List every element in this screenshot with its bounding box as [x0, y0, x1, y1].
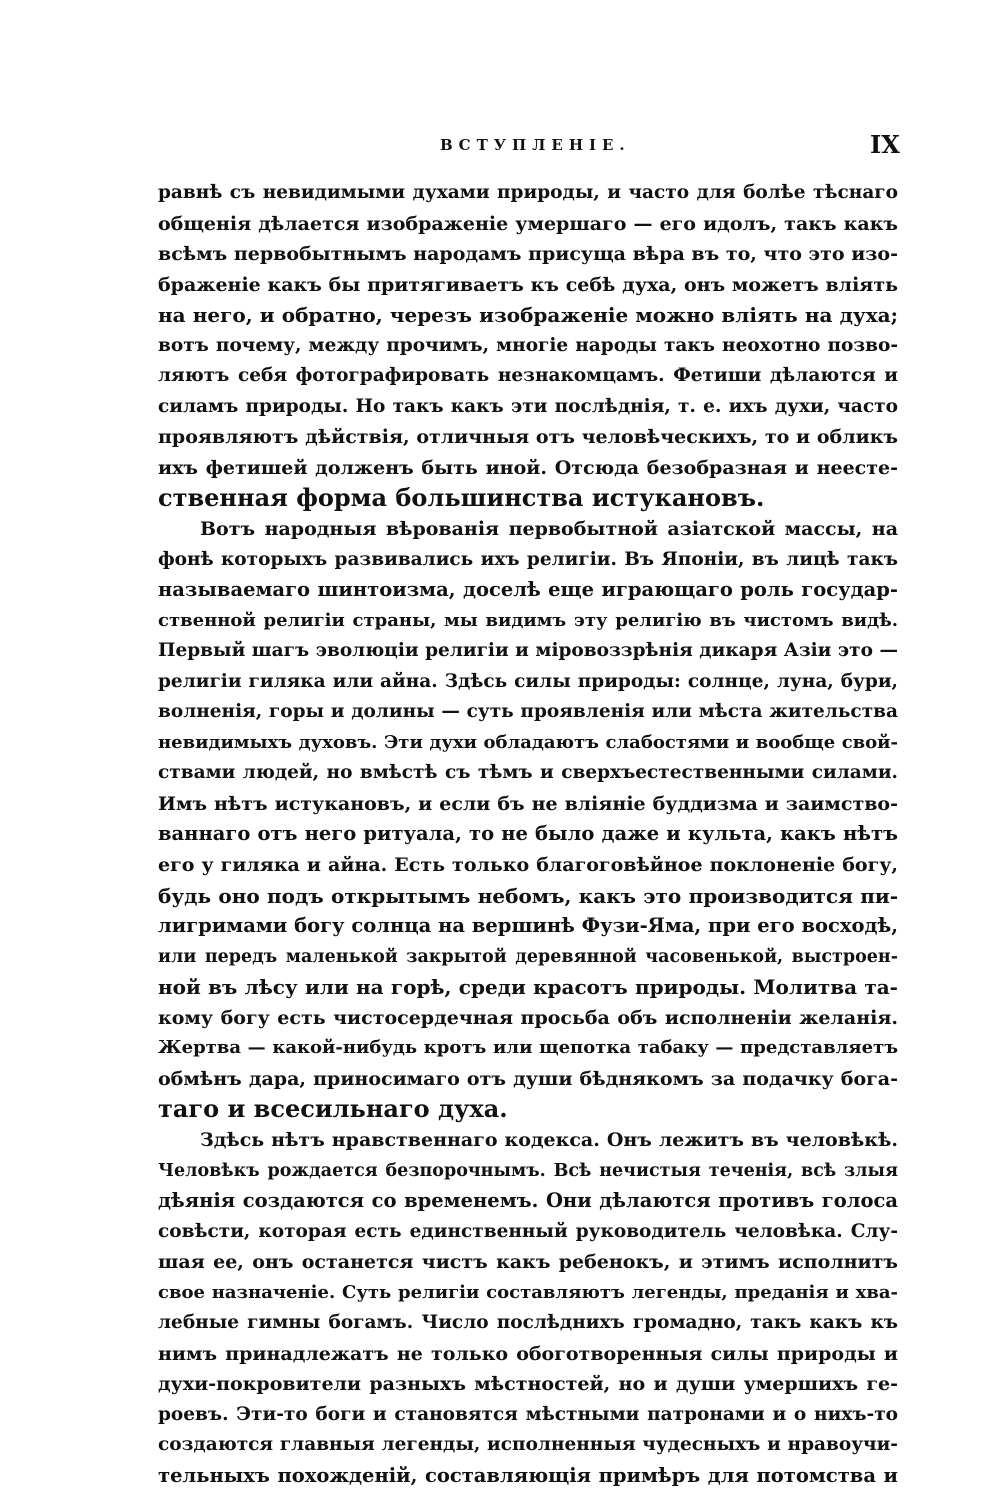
- body-text: [158, 178, 898, 1492]
- text-line: ляютъ себя фотографировать незнакомцамъ. Фетиши дѣлаются и: [158, 365, 898, 387]
- text-line: кому богу есть чистосердечная просьба объ исполненіи желанія.: [158, 1006, 898, 1029]
- text-line: обмѣнъ дара, приносимаго отъ души бѣднякомъ за подачку бога-: [158, 1067, 898, 1090]
- text-line: совѣсти, которая есть единственный руководитель человѣка. Слу-: [158, 1220, 898, 1242]
- text-line: лебные гимны богамъ. Число послѣднихъ громадно, такъ какъ къ: [158, 1312, 898, 1334]
- text-line: религіи гиляка или айна. Здѣсь силы природы: солнце, луна, бури,: [158, 670, 898, 692]
- text-line: таго и всесильнаго духа.: [158, 1094, 508, 1124]
- text-line: будь оно подъ открытымъ небомъ, какъ это производится пи-: [158, 883, 898, 908]
- text-line: роевъ. Эти-то боги и становятся мѣстными патронами и о нихъ-то: [158, 1403, 898, 1425]
- text-line: ваннаго отъ него ритуала, то не было даже и культа, какъ нѣтъ: [158, 822, 898, 846]
- text-line: ственная форма большинства истукановъ.: [158, 483, 765, 513]
- text-line: создаются главныя легенды, исполненныя чудесныхъ и нравоучи-: [158, 1434, 898, 1456]
- text-line: лигримами богу солнца на вершинѣ Фузи-Яма, при его восходѣ,: [158, 914, 898, 938]
- text-line: невидимыхъ духовъ. Эти духи обладаютъ слабостями и вообще свой-: [158, 731, 898, 753]
- text-line: Первый шагъ эволюціи религіи и міровоззрѣнія дикаря Азіи это —: [158, 640, 898, 662]
- text-line: фонѣ которыхъ развивались ихъ религіи. Въ Японіи, въ лицѣ такъ: [158, 548, 898, 570]
- page-number: IX: [870, 130, 900, 159]
- text-line: свое назначеніе. Суть религіи составляютъ легенды, преданія и хва-: [158, 1281, 898, 1303]
- text-line: вотъ почему, между прочимъ, многіе народы такъ неохотно позво-: [158, 334, 898, 356]
- text-line: Жертва — какой-нибудь кротъ или щепотка табаку — представляетъ: [158, 1037, 898, 1059]
- text-line: проявляютъ дѣйствія, отличныя отъ человѣческихъ, то и обликъ: [158, 426, 898, 449]
- text-line: ственной религіи страны, мы видимъ эту религію въ чистомъ видѣ.: [158, 609, 898, 631]
- text-line: Здѣсь нѣтъ нравственнаго кодекса. Онъ лежитъ въ человѣкѣ.: [200, 1128, 898, 1151]
- text-line: Человѣкъ рождается безпорочнымъ. Всѣ нечистыя теченія, всѣ злыя: [158, 1160, 898, 1181]
- text-line: общенія дѣлается изображеніе умершаго — его идолъ, такъ какъ: [158, 212, 898, 235]
- text-line: или передъ маленькой закрытой деревянной часовенькой, выстроен-: [158, 946, 898, 967]
- text-line: силамъ природы. Но такъ какъ эти послѣднія, т. е. ихъ духи, часто: [158, 395, 898, 417]
- text-line: волненія, горы и долины — суть проявленія или мѣста жительства: [158, 701, 898, 723]
- text-line: называемаго шинтоизма, доселѣ еще играющаго роль государ-: [158, 578, 898, 602]
- text-line: шая ее, онъ останется чистъ какъ ребенокъ, и этимъ исполнитъ: [158, 1251, 898, 1274]
- text-line: Вотъ народныя вѣрованія первобытной азіатской массы, на: [200, 518, 898, 541]
- text-line: дѣянія создаются со временемъ. Они дѣлаются противъ голоса: [158, 1189, 898, 1213]
- text-line: тельныхъ похожденій, составляющія примѣръ для потомства и: [158, 1463, 898, 1487]
- text-line: на него, и обратно, черезъ изображеніе можно вліять на духа;: [158, 303, 898, 328]
- text-line: ствами людей, но вмѣстѣ съ тѣмъ и сверхъестественными силами.: [158, 762, 898, 784]
- text-line: духи-покровители разныхъ мѣстностей, но и души умершихъ ге-: [158, 1373, 898, 1396]
- running-title: ВСТУПЛЕНІЕ.: [440, 136, 631, 154]
- text-line: Имъ нѣтъ истукановъ, и если бъ не вліяніе буддизма и заимство-: [158, 792, 898, 815]
- text-line: всѣмъ первобытнымъ народамъ присуща вѣра въ то, что это изо-: [158, 243, 898, 266]
- text-line: равнѣ съ невидимыми духами природы, и часто для болѣе тѣснаго: [158, 182, 898, 203]
- text-line: браженіе какъ бы притягиваетъ къ себѣ духа, онъ можетъ вліять: [158, 273, 898, 296]
- text-line: ной въ лѣсу или на горѣ, среди красотъ природы. Молитва та-: [158, 975, 898, 1000]
- text-line: ихъ фетишей долженъ быть иной. Отсюда безобразная и неесте-: [158, 456, 898, 479]
- text-line: его у гиляка и айна. Есть только благоговѣйное поклоненіе богу,: [158, 854, 898, 877]
- text-line: нимъ принадлежатъ не только обоготворенныя силы природы и: [158, 1342, 898, 1365]
